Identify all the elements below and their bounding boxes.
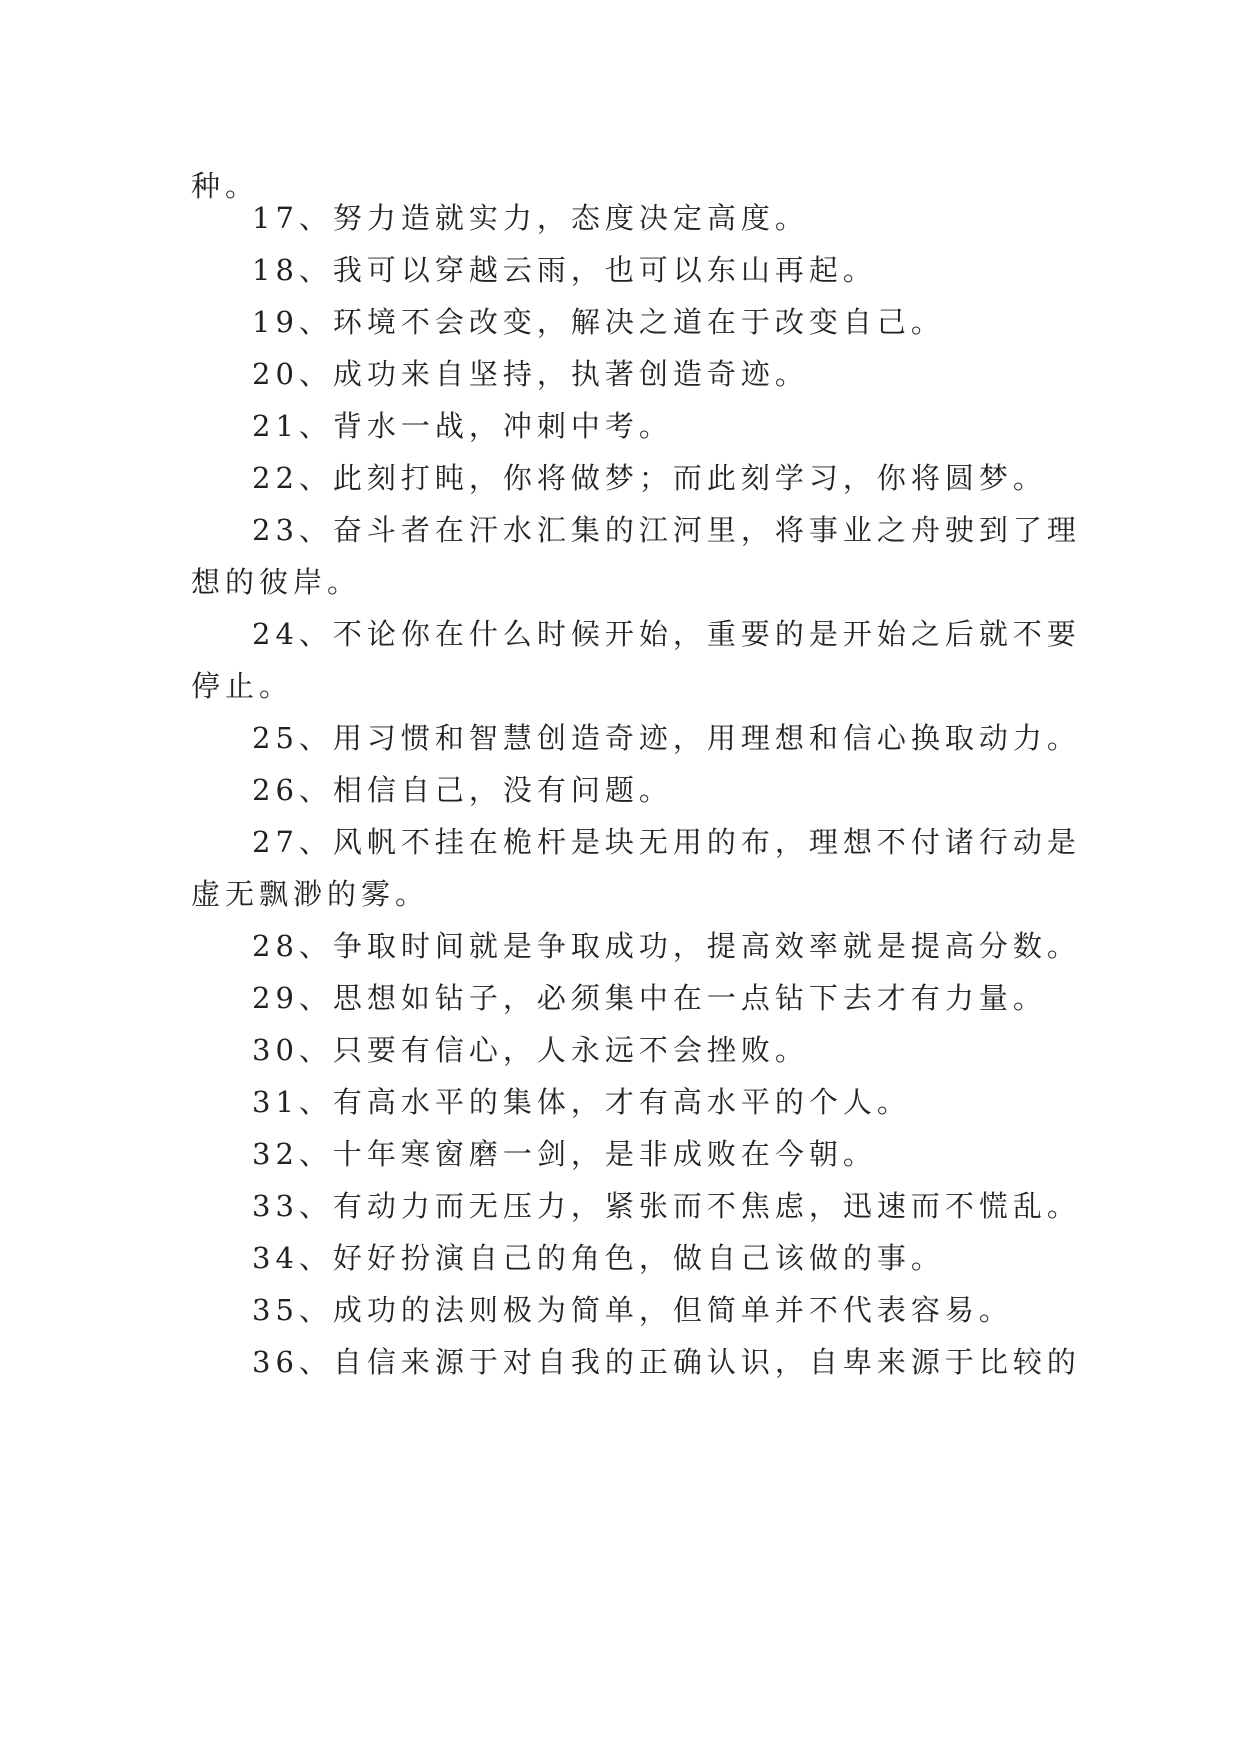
text-line: 23、奋斗者在汗水汇集的江河里，将事业之舟驶到了理 bbox=[252, 513, 1081, 547]
text-line: 18、我可以穿越云雨，也可以东山再起。 bbox=[252, 253, 877, 287]
text-line: 22、此刻打盹，你将做梦；而此刻学习，你将圆梦。 bbox=[252, 461, 1047, 495]
text-line: 24、不论你在什么时候开始，重要的是开始之后就不要 bbox=[252, 617, 1081, 651]
text-line: 26、相信自己，没有问题。 bbox=[252, 773, 673, 807]
text-line: 想的彼岸。 bbox=[191, 565, 362, 599]
text-line: 33、有动力而无压力，紧张而不焦虑，迅速而不慌乱。 bbox=[252, 1189, 1081, 1223]
text-line: 19、环境不会改变，解决之道在于改变自己。 bbox=[252, 305, 945, 339]
text-line: 34、好好扮演自己的角色，做自己该做的事。 bbox=[252, 1241, 945, 1275]
text-line: 29、思想如钻子，必须集中在一点钻下去才有力量。 bbox=[252, 981, 1047, 1015]
text-line: 35、成功的法则极为简单，但简单并不代表容易。 bbox=[252, 1293, 1013, 1327]
text-line: 21、背水一战，冲刺中考。 bbox=[252, 409, 673, 443]
text-line: 20、成功来自坚持，执著创造奇迹。 bbox=[252, 357, 809, 391]
text-line: 停止。 bbox=[191, 669, 294, 703]
text-line: 种。 bbox=[191, 169, 260, 203]
text-line: 36、自信来源于对自我的正确认识，自卑来源于比较的 bbox=[252, 1345, 1081, 1379]
text-line: 30、只要有信心，人永远不会挫败。 bbox=[252, 1033, 809, 1067]
text-line: 25、用习惯和智慧创造奇迹，用理想和信心换取动力。 bbox=[252, 721, 1081, 755]
text-line: 32、十年寒窗磨一剑，是非成败在今朝。 bbox=[252, 1137, 877, 1171]
text-line: 27、风帆不挂在桅杆是块无用的布，理想不付诸行动是 bbox=[252, 825, 1081, 859]
text-line: 17、努力造就实力，态度决定高度。 bbox=[252, 201, 809, 235]
text-line: 31、有高水平的集体，才有高水平的个人。 bbox=[252, 1085, 911, 1119]
text-line: 28、争取时间就是争取成功，提高效率就是提高分数。 bbox=[252, 929, 1081, 963]
text-line: 虚无飘渺的雾。 bbox=[191, 877, 430, 911]
